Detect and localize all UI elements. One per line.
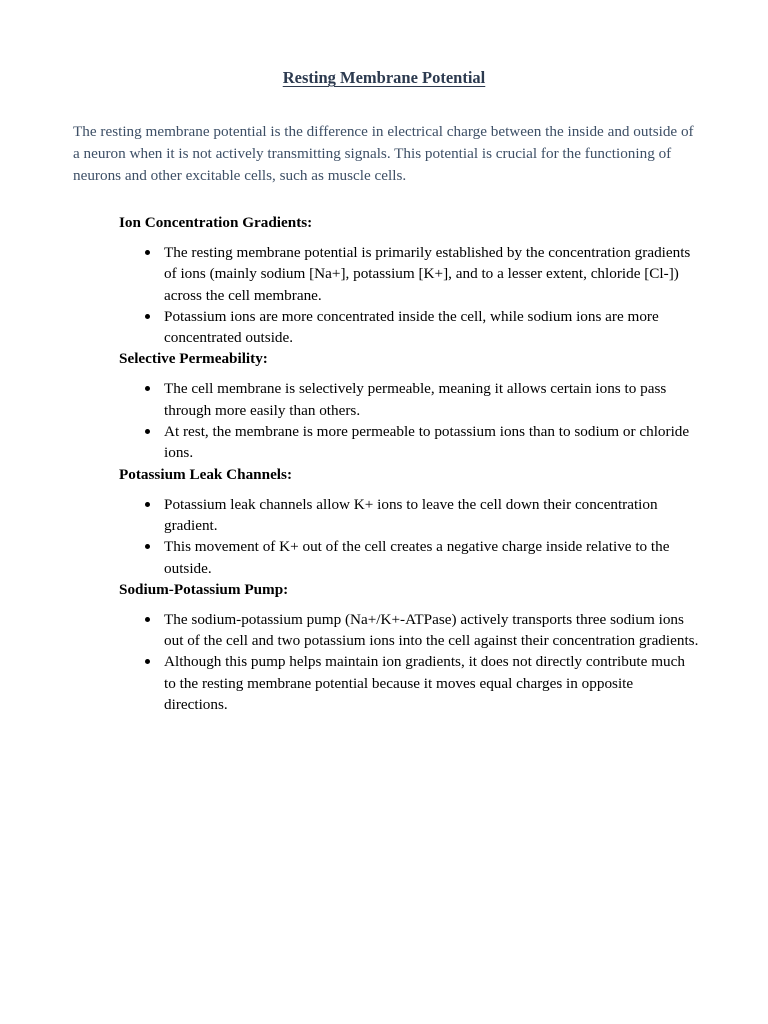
page-title-text: Resting Membrane Potential (282, 68, 486, 87)
list-item-text: The sodium-potassium pump (Na+/K+-ATPase) actively transports three sodium ions out of the cell and two potassium ions into the cell against their concentration gradients. (164, 610, 699, 650)
section-heading-potassium-leak-channels: Potassium Leak Channels: (119, 465, 292, 483)
list-item (119, 651, 699, 715)
list-item-text: This movement of K+ out of the cell creates a negative charge inside relative to the outside. (164, 538, 670, 577)
list-item-text: Although this pump helps maintain ion gradients, it does not directly contribute much to the resting membrane potential because it moves equal charges in opposite directions. (164, 653, 685, 714)
list-item (119, 306, 699, 349)
list-item (119, 242, 699, 306)
bullet-icon (145, 314, 150, 319)
bullet-list-potassium-leak-channels (119, 494, 699, 579)
list-item (119, 421, 699, 464)
bullet-icon (145, 386, 150, 391)
bullet-icon (145, 544, 150, 549)
sections-container (119, 212, 699, 715)
bullet-icon (145, 617, 150, 622)
bullet-icon (145, 250, 150, 255)
list-item (119, 609, 699, 652)
intro-paragraph: The resting membrane potential is the difference in electrical charge between the inside and outside of a neuron when it is not actively transmitting signals. This potential is crucial for the functioning of neurons and other excitable cells, such as muscle cells. (73, 123, 694, 184)
bullet-icon (145, 502, 150, 507)
bullet-list-ion-concentration-gradients (119, 242, 699, 348)
list-item (119, 378, 699, 421)
list-item-text: Potassium leak channels allow K+ ions to leave the cell down their concentration gradient. (164, 495, 658, 534)
list-item (119, 494, 699, 537)
bullet-icon (145, 429, 150, 434)
list-item (119, 536, 699, 579)
list-item-text: At rest, the membrane is more permeable to potassium ions than to sodium or chloride ions. (164, 423, 690, 462)
section-heading-ion-concentration-gradients: Ion Concentration Gradients: (119, 214, 313, 231)
page-title (0, 68, 768, 88)
list-item-text: The cell membrane is selectively permeable, meaning it allows certain ions to pass through more easily than others. (164, 380, 667, 419)
bullet-list-selective-permeability (119, 378, 699, 463)
section-heading-sodium-potassium-pump: Sodium-Potassium Pump: (119, 580, 289, 598)
bullet-list-sodium-potassium-pump (119, 609, 699, 715)
bullet-icon (145, 659, 150, 664)
section-heading-selective-permeability: Selective Permeability: (119, 350, 268, 368)
list-item-text: Potassium ions are more concentrated inside the cell, while sodium ions are more concentrated outside. (164, 307, 659, 347)
list-item-text: The resting membrane potential is primarily established by the concentration gradients of ions (mainly sodium [Na+], potassium [K+], and to a lesser extent, chloride [Cl-]) across the cell membrane. (164, 244, 691, 304)
